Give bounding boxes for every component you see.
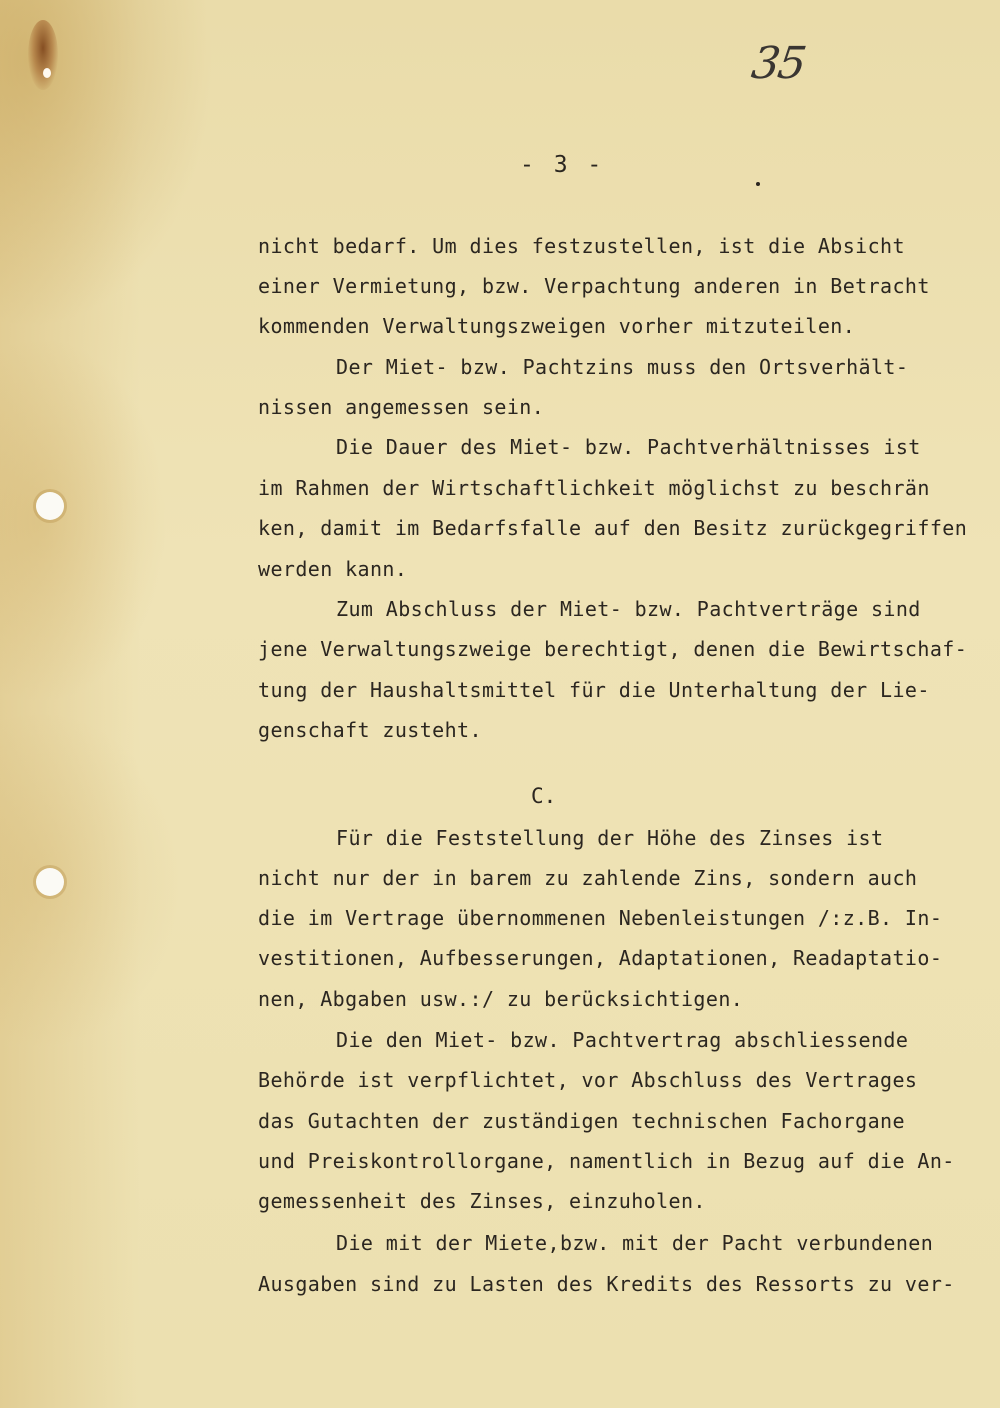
text-line: Ausgaben sind zu Lasten des Kredits des Ressorts zu ver-: [258, 1272, 955, 1296]
text-line: tung der Haushaltsmittel für die Unterhaltung der Lie-: [258, 678, 930, 702]
text-line: die im Vertrage übernommenen Nebenleistungen /:z.B. In-: [258, 906, 943, 930]
text-line: Die Dauer des Miet- bzw. Pachtverhältnisses ist: [336, 435, 921, 459]
section-heading: C.: [531, 784, 557, 808]
text-line: einer Vermietung, bzw. Verpachtung anderen in Betracht: [258, 274, 930, 298]
text-line: Zum Abschluss der Miet- bzw. Pachtverträge sind: [336, 597, 921, 621]
text-line: genschaft zusteht.: [258, 718, 482, 742]
text-line: gemessenheit des Zinses, einzuholen.: [258, 1189, 706, 1213]
text-line: und Preiskontrollorgane, namentlich in Bezug auf die An-: [258, 1149, 955, 1173]
handwritten-folio-number: 35: [748, 38, 808, 89]
text-line: kommenden Verwaltungszweigen vorher mitzuteilen.: [258, 314, 856, 338]
text-line: vestitionen, Aufbesserungen, Adaptationen, Readaptatio-: [258, 946, 943, 970]
burn-stain: [28, 20, 58, 90]
text-line: Für die Feststellung der Höhe des Zinses ist: [336, 826, 884, 850]
ink-dot: [756, 182, 760, 186]
text-line: im Rahmen der Wirtschaftlichkeit möglichst zu beschrän: [258, 476, 930, 500]
text-line: Behörde ist verpflichtet, vor Abschluss des Vertrages: [258, 1068, 918, 1092]
text-line: nicht nur der in barem zu zahlende Zins, sondern auch: [258, 866, 918, 890]
text-line: ken, damit im Bedarfsfalle auf den Besitz zurückgegriffen: [258, 516, 968, 540]
text-line: Die den Miet- bzw. Pachtvertrag abschliessende: [336, 1028, 909, 1052]
punch-hole-lower: [36, 868, 64, 896]
text-line: Die mit der Miete,bzw. mit der Pacht verbundenen: [336, 1231, 934, 1255]
text-line: nicht bedarf. Um dies festzustellen, ist die Absicht: [258, 234, 905, 258]
text-line: nissen angemessen sein.: [258, 395, 545, 419]
text-line: das Gutachten der zuständigen technischen Fachorgane: [258, 1109, 905, 1133]
text-line: nen, Abgaben usw.:/ zu berücksichtigen.: [258, 987, 744, 1011]
text-line: Der Miet- bzw. Pachtzins muss den Ortsverhält-: [336, 355, 909, 379]
text-line: jene Verwaltungszweige berechtigt, denen die Bewirtschaf-: [258, 637, 968, 661]
text-line: werden kann.: [258, 557, 408, 581]
burn-hole: [43, 68, 51, 78]
page-number: - 3 -: [520, 152, 605, 178]
punch-hole-upper: [36, 492, 64, 520]
